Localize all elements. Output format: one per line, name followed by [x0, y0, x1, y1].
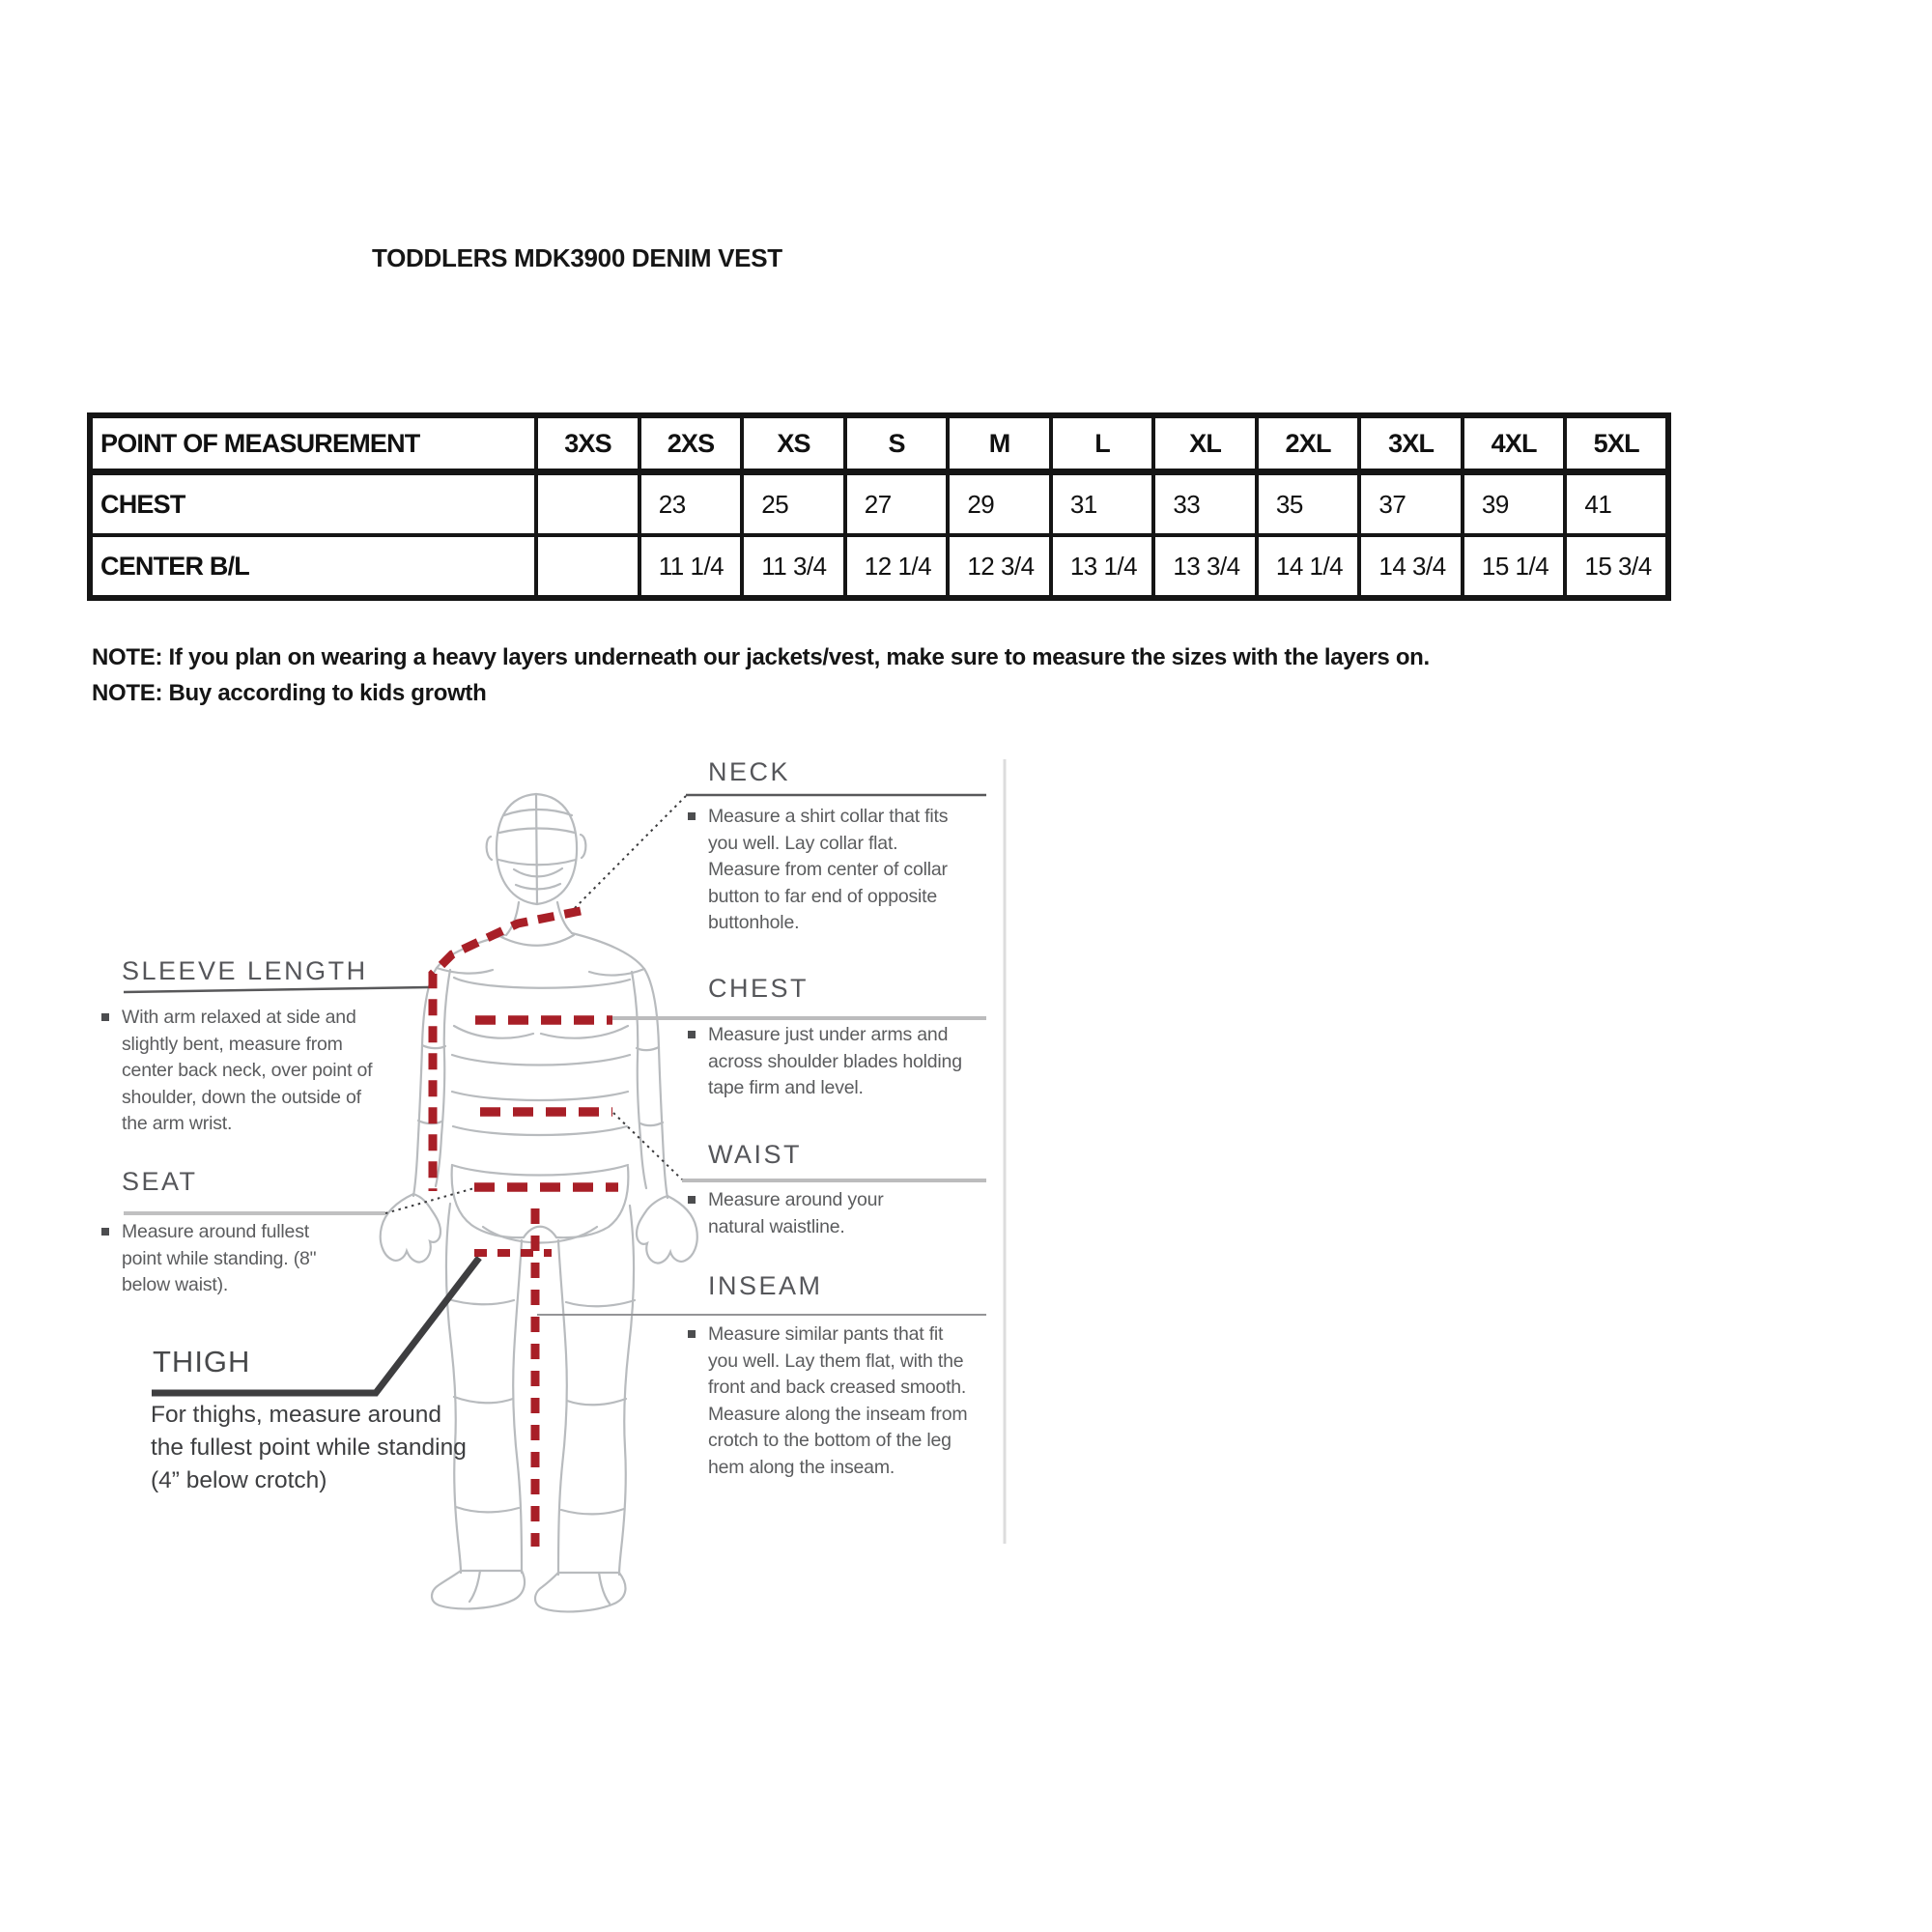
sleeve-underline: [124, 987, 429, 992]
col-header-4xl: 4XL: [1463, 415, 1566, 472]
table-cell: 14 3/4: [1359, 535, 1463, 598]
note-growth: NOTE: Buy according to kids growth: [92, 680, 487, 706]
table-header-row: [90, 415, 1668, 472]
table-cell: 14 1/4: [1257, 535, 1360, 598]
table-row-center-bl: [90, 535, 1668, 598]
bullet-icon: [688, 1031, 696, 1038]
table-cell: 11 3/4: [742, 535, 845, 598]
seat-label: SEAT: [122, 1167, 198, 1196]
thigh-label: THIGH: [153, 1345, 251, 1378]
table-cell: [536, 472, 639, 536]
table-cell: 33: [1153, 472, 1257, 536]
inseam-label: INSEAM: [708, 1271, 823, 1300]
table-cell: 15 3/4: [1565, 535, 1668, 598]
table-row-chest: [90, 472, 1668, 536]
seat-description: Measure around fullest point while standing. (8" below waist).: [101, 1219, 354, 1299]
col-header-5xl: 5XL: [1565, 415, 1668, 472]
col-header-s: S: [845, 415, 949, 472]
table-cell: 13 1/4: [1051, 535, 1154, 598]
table-cell: 25: [742, 472, 845, 536]
sleeve-length-label: SLEEVE LENGTH: [122, 956, 368, 985]
table-cell: 41: [1565, 472, 1668, 536]
note-layers: NOTE: If you plan on wearing a heavy layers underneath our jackets/vest, make sure to measure the sizes with the layers on.: [92, 644, 1430, 670]
table-cell: 12 1/4: [845, 535, 949, 598]
seat-pointer-line: [385, 1188, 474, 1213]
chest-description: Measure just under arms and across shoulder blades holding tape firm and level.: [688, 1022, 967, 1102]
table-cell: [536, 535, 639, 598]
col-header-point-of-measurement: POINT OF MEASUREMENT: [90, 415, 536, 472]
bullet-icon: [688, 812, 696, 820]
table-cell: 23: [639, 472, 743, 536]
waist-pointer-line: [613, 1113, 682, 1179]
col-header-2xl: 2XL: [1257, 415, 1360, 472]
neck-label: NECK: [708, 757, 791, 786]
chest-label: CHEST: [708, 974, 810, 1003]
neck-description: Measure a shirt collar that fits you well. Lay collar flat. Measure from center of collar button to far end of opposite buttonhole.: [688, 804, 967, 937]
bullet-icon: [688, 1330, 696, 1338]
col-header-xs: XS: [742, 415, 845, 472]
col-header-3xs: 3XS: [536, 415, 639, 472]
sleeve-length-description: With arm relaxed at side and slightly bent, measure from center back neck, over point of shoulder, down the outside of the arm wrist.: [101, 1005, 383, 1138]
col-header-m: M: [948, 415, 1051, 472]
table-cell: 27: [845, 472, 949, 536]
row-label-chest: CHEST: [90, 472, 536, 536]
bullet-icon: [688, 1196, 696, 1204]
col-header-3xl: 3XL: [1359, 415, 1463, 472]
col-header-2xs: 2XS: [639, 415, 743, 472]
table-cell: 39: [1463, 472, 1566, 536]
table-cell: 13 3/4: [1153, 535, 1257, 598]
col-header-xl: XL: [1153, 415, 1257, 472]
waist-label: WAIST: [708, 1140, 802, 1169]
thigh-description: For thighs, measure around the fullest point while standing (4” below crotch): [151, 1402, 467, 1493]
measurement-diagram: [87, 744, 1024, 1623]
page-title: TODDLERS MDK3900 DENIM VEST: [372, 243, 782, 272]
neck-pointer-line: [570, 796, 686, 913]
bullet-icon: [101, 1228, 109, 1236]
inseam-description: Measure similar pants that fit you well. Lay them flat, with the front and back creased smooth. Measure along the inseam from crotch to the bottom of the leg hem along the inseam.: [688, 1321, 971, 1481]
table-cell: 37: [1359, 472, 1463, 536]
waist-description: Measure around your natural waistline.: [688, 1187, 930, 1240]
table-cell: 35: [1257, 472, 1360, 536]
table-cell: 12 3/4: [948, 535, 1051, 598]
row-label-center-bl: CENTER B/L: [90, 535, 536, 598]
size-chart-table: [87, 412, 1671, 601]
bullet-icon: [101, 1013, 109, 1021]
table-cell: 31: [1051, 472, 1154, 536]
table-cell: 11 1/4: [639, 535, 743, 598]
table-cell: 15 1/4: [1463, 535, 1566, 598]
col-header-l: L: [1051, 415, 1154, 472]
table-cell: 29: [948, 472, 1051, 536]
